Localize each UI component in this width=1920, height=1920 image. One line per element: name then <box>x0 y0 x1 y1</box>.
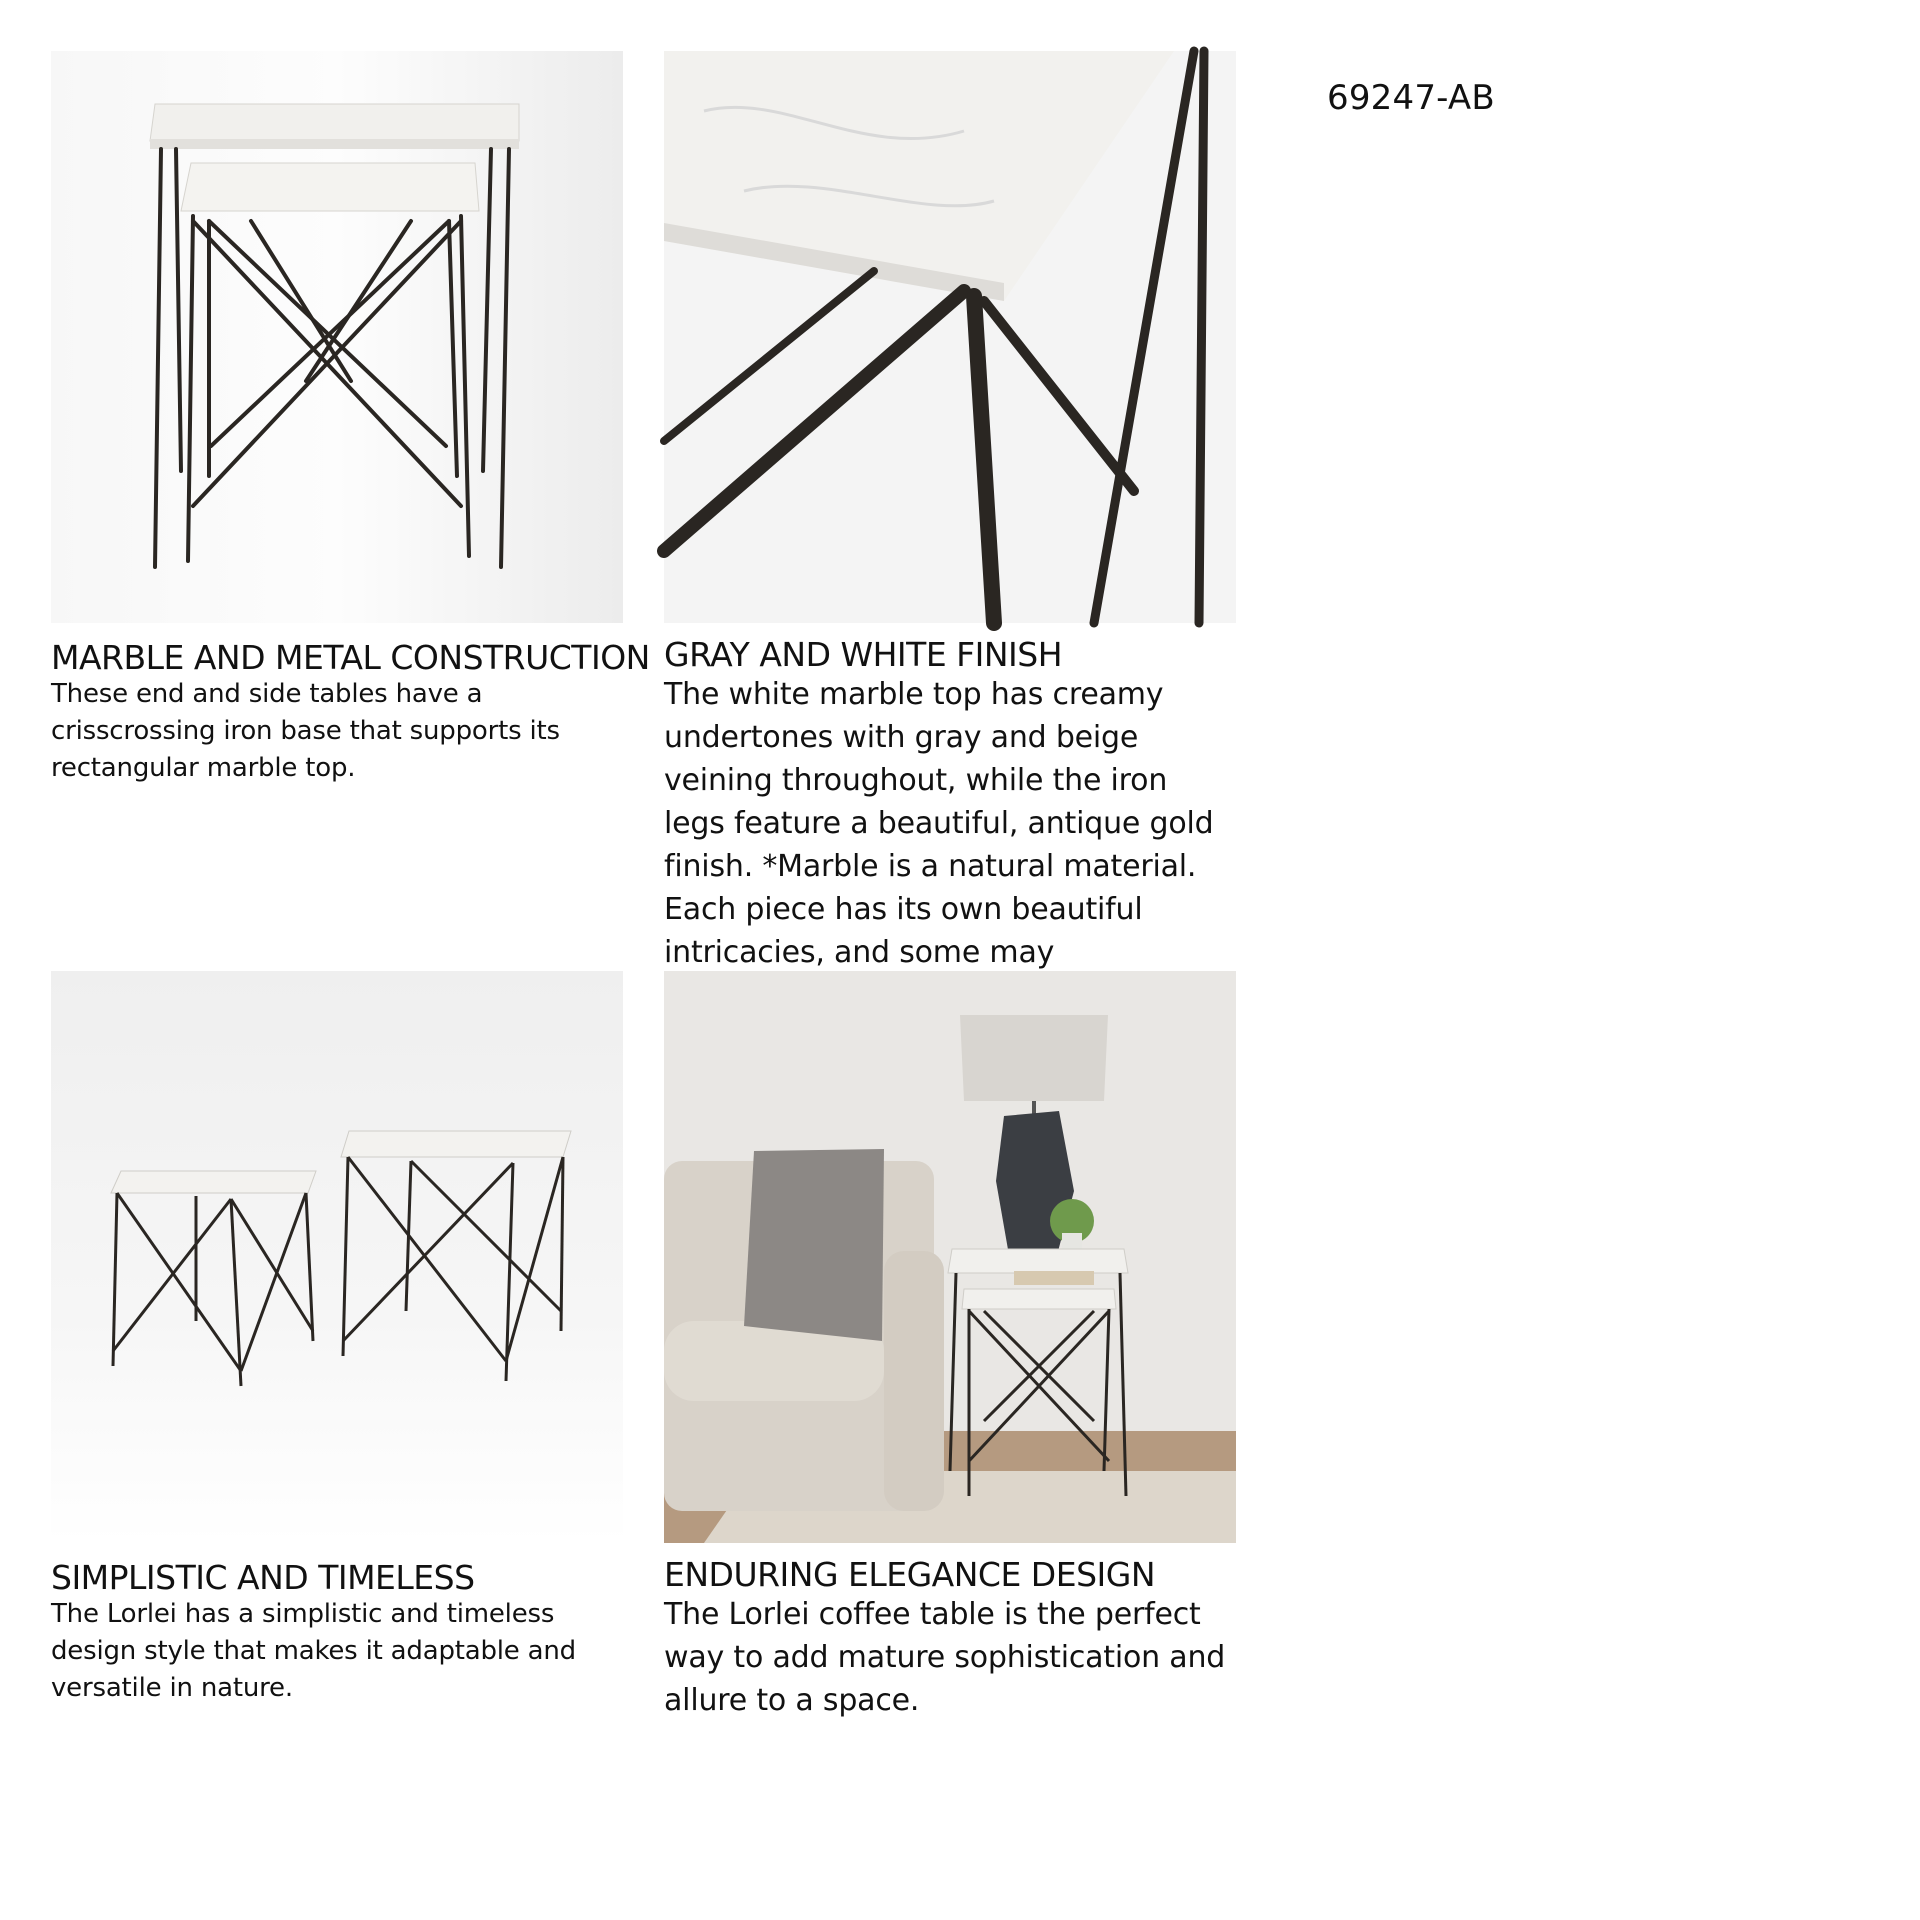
feature-description: The Lorlei coffee table is the perfect way to add mature sophistication and allure to a space. <box>664 1597 1226 1719</box>
feature-card-finish <box>664 51 1236 971</box>
feature-card-construction <box>51 51 650 787</box>
two-tables-photo <box>51 971 623 1543</box>
feature-card-elegance <box>664 971 1236 1722</box>
feature-description: The Lorlei has a simplistic and timeless design style that makes it adaptable and versatile in nature. <box>51 1599 576 1704</box>
feature-card-timeless <box>51 971 623 1707</box>
sku-label: 69247-AB <box>1327 78 1495 118</box>
feature-description: These end and side tables have a crisscrossing iron base that supports its rectangular marble top. <box>51 679 560 784</box>
nesting-tables-photo <box>51 51 623 623</box>
feature-title: ENDURING ELEGANCE DESIGN <box>664 1555 1156 1594</box>
feature-description: The white marble top has creamy undertones with gray and beige veining throughout, while the iron legs feature a beautiful, antique gold finish. *Marble is a natural material. Each piece has its own beautiful intricacies, and some may <box>664 677 1214 971</box>
feature-title: SIMPLISTIC AND TIMELESS <box>51 1558 475 1597</box>
marble-top-closeup-photo <box>664 51 1236 623</box>
living-room-photo <box>664 971 1236 1543</box>
feature-title: GRAY AND WHITE FINISH <box>664 635 1063 674</box>
feature-title: MARBLE AND METAL CONSTRUCTION <box>51 638 650 677</box>
